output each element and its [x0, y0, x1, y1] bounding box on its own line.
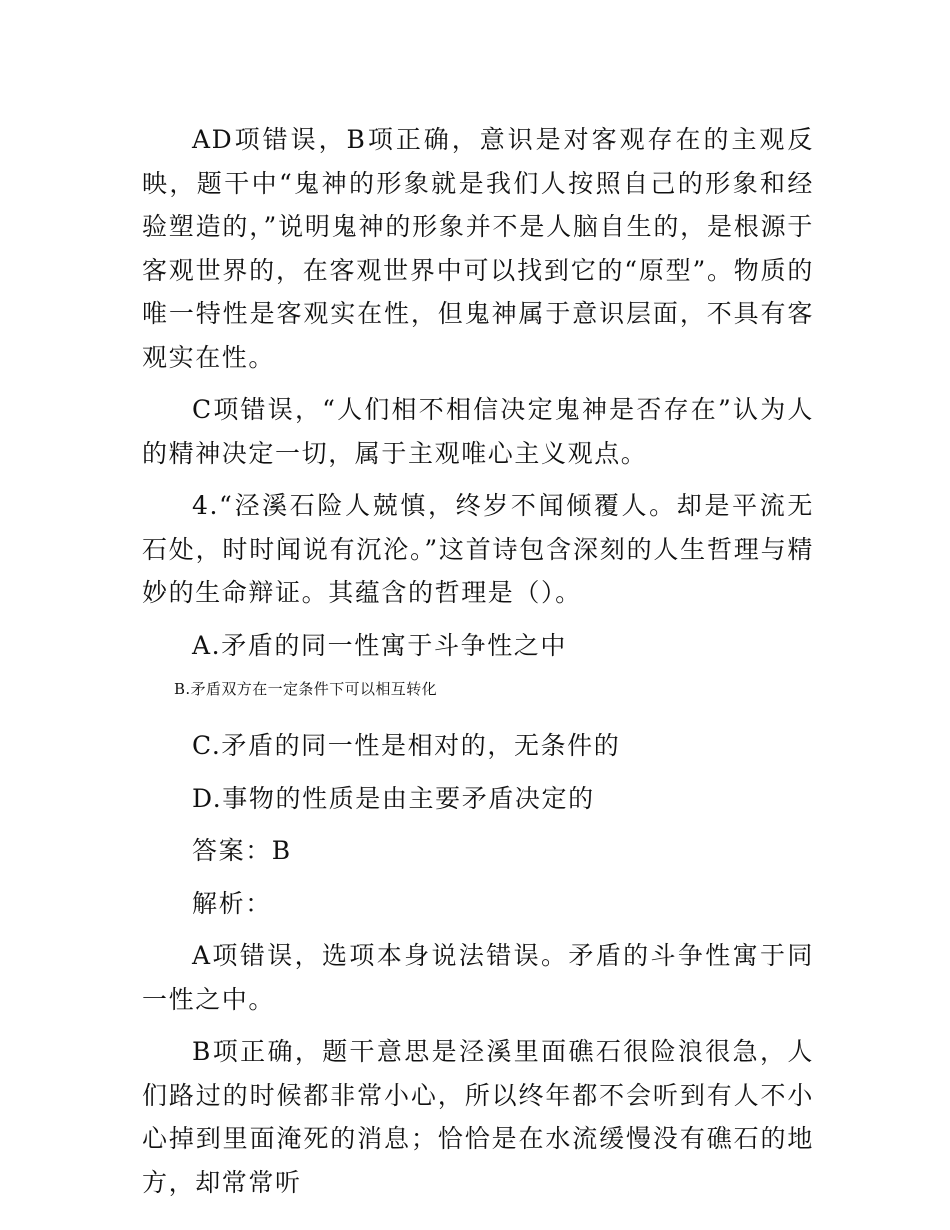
- document-page: [142, 118, 814, 1213]
- question-stem: 4.“泾溪石险人兢慎，终岁不闻倾覆人。却是平流无石处，时时闻说有沉沦。”这首诗包含深刻的人生哲理与精妙的生命辩证。其蕴含的哲理是（）。: [142, 491, 814, 607]
- answer-line: 答案：B: [192, 836, 292, 865]
- analysis-label: 解析：: [192, 888, 272, 918]
- option-c: C.矛盾的同一性是相对的，无条件的: [192, 731, 621, 760]
- option-d: D.事物的性质是由主要矛盾决定的: [192, 783, 595, 813]
- analysis-paragraph-a: A项错误，选项本身说法错误。矛盾的斗争性寓于同一性之中。: [142, 941, 814, 1014]
- explanation-paragraph-ad: AD项错误，B项正确，意识是对客观存在的主观反映，题干中“鬼神的形象就是我们人按照自己的形象和经验塑造的，”说明鬼神的形象并不是人脑自生的，是根源于客观世界的，在客观世界中可以找到它的“原型”。物质的唯一特性是客观实在性，但鬼神属于意识层面，不具有客观实在性。: [142, 125, 814, 372]
- explanation-paragraph-c: C项错误，“人们相不相信决定鬼神是否存在”认为人的精神决定一切，属于主观唯心主义观点。: [142, 395, 814, 468]
- option-b: B.矛盾双方在一定条件下可以相互转化: [174, 680, 437, 698]
- analysis-paragraph-b: B项正确，题干意思是泾溪里面礁石很险浪很急，人们路过的时候都非常小心，所以终年都不会听到有人不小心掉到里面淹死的消息；恰恰是在水流缓慢没有礁石的地方，却常常听: [142, 1037, 814, 1197]
- option-a: A.矛盾的同一性寓于斗争性之中: [192, 630, 568, 660]
